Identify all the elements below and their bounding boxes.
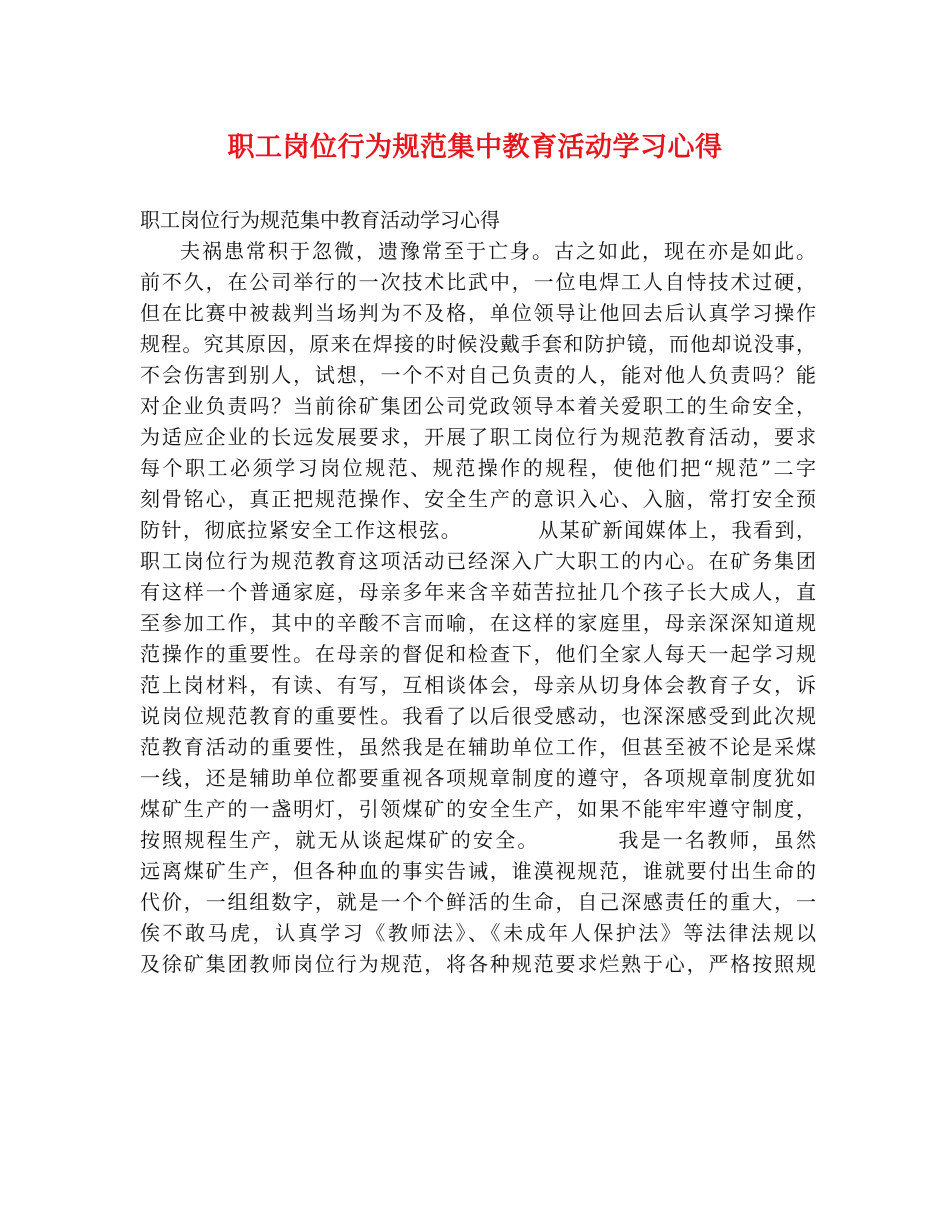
body-line: 一线，还是辅助单位都要重视各项规章制度的遵守，各项规章制度犹如 [140, 766, 816, 790]
body-line: 煤矿生产的一盏明灯，引领煤矿的安全生产，如果不能牢牢遵守制度， [140, 797, 816, 821]
body-line: 远离煤矿生产，但各种血的事实告诫，谁漠视规范，谁就要付出生命的 [140, 859, 816, 883]
body-line: 范操作的重要性。在母亲的督促和检查下，他们全家人每天一起学习规 [140, 642, 816, 666]
body-line: 职工岗位行为规范集中教育活动学习心得 [140, 208, 500, 232]
document-body [140, 205, 816, 980]
body-line: 范教育活动的重要性，虽然我是在辅助单位工作，但甚至被不论是采煤 [140, 735, 816, 759]
body-line: 俟不敢马虎，认真学习《教师法》、《未成年人保护法》等法律法规以 [140, 921, 816, 945]
body-line: 有这样一个普通家庭，母亲多年来含辛茹苦拉扯几个孩子长大成人，直 [140, 580, 816, 604]
body-line: 规程。究其原因，原来在焊接的时候没戴手套和防护镜，而他却说没事， [140, 332, 816, 356]
body-line: 每个职工必须学习岗位规范、规范操作的规程，使他们把“规范”二字 [140, 456, 816, 480]
body-line: 夫祸患常积于忽微，遗豫常至于亡身。古之如此，现在亦是如此。 [180, 239, 816, 263]
body-line: 不会伤害到别人，试想，一个不对自己负责的人，能对他人负责吗？能 [140, 363, 816, 387]
body-line: 范上岗材料，有读、有写，互相谈体会，母亲从切身体会教育子女，诉 [140, 673, 816, 697]
body-line: 但在比赛中被裁判当场判为不及格，单位领导让他回去后认真学习操作 [140, 301, 816, 325]
body-line: 防针，彻底拉紧安全工作这根弦。 从某矿新闻媒体上，我看到， [140, 518, 816, 542]
document-title: 职工岗位行为规范集中教育活动学习心得 [227, 132, 723, 163]
body-line: 说岗位规范教育的重要性。我看了以后很受感动，也深深感受到此次规 [140, 704, 816, 728]
body-line: 前不久，在公司举行的一次技术比武中，一位电焊工人自恃技术过硬， [140, 270, 816, 294]
body-line: 职工岗位行为规范教育这项活动已经深入广大职工的内心。在矿务集团 [140, 549, 816, 573]
body-line: 对企业负责吗？当前徐矿集团公司党政领导本着关爱职工的生命安全， [140, 394, 816, 418]
body-line: 按照规程生产，就无从谈起煤矿的安全。 我是一名教师，虽然 [140, 828, 816, 852]
body-line: 及徐矿集团教师岗位行为规范，将各种规范要求烂熟于心，严格按照规 [140, 952, 816, 976]
body-line: 至参加工作，其中的辛酸不言而喻，在这样的家庭里，母亲深深知道规 [140, 611, 816, 635]
body-line: 刻骨铭心，真正把规范操作、安全生产的意识入心、入脑，常打安全预 [140, 487, 816, 511]
body-line: 为适应企业的长远发展要求，开展了职工岗位行为规范教育活动，要求 [140, 425, 816, 449]
body-line: 代价，一组组数字，就是一个个鲜活的生命，自己深感责任的重大，一 [140, 890, 816, 914]
